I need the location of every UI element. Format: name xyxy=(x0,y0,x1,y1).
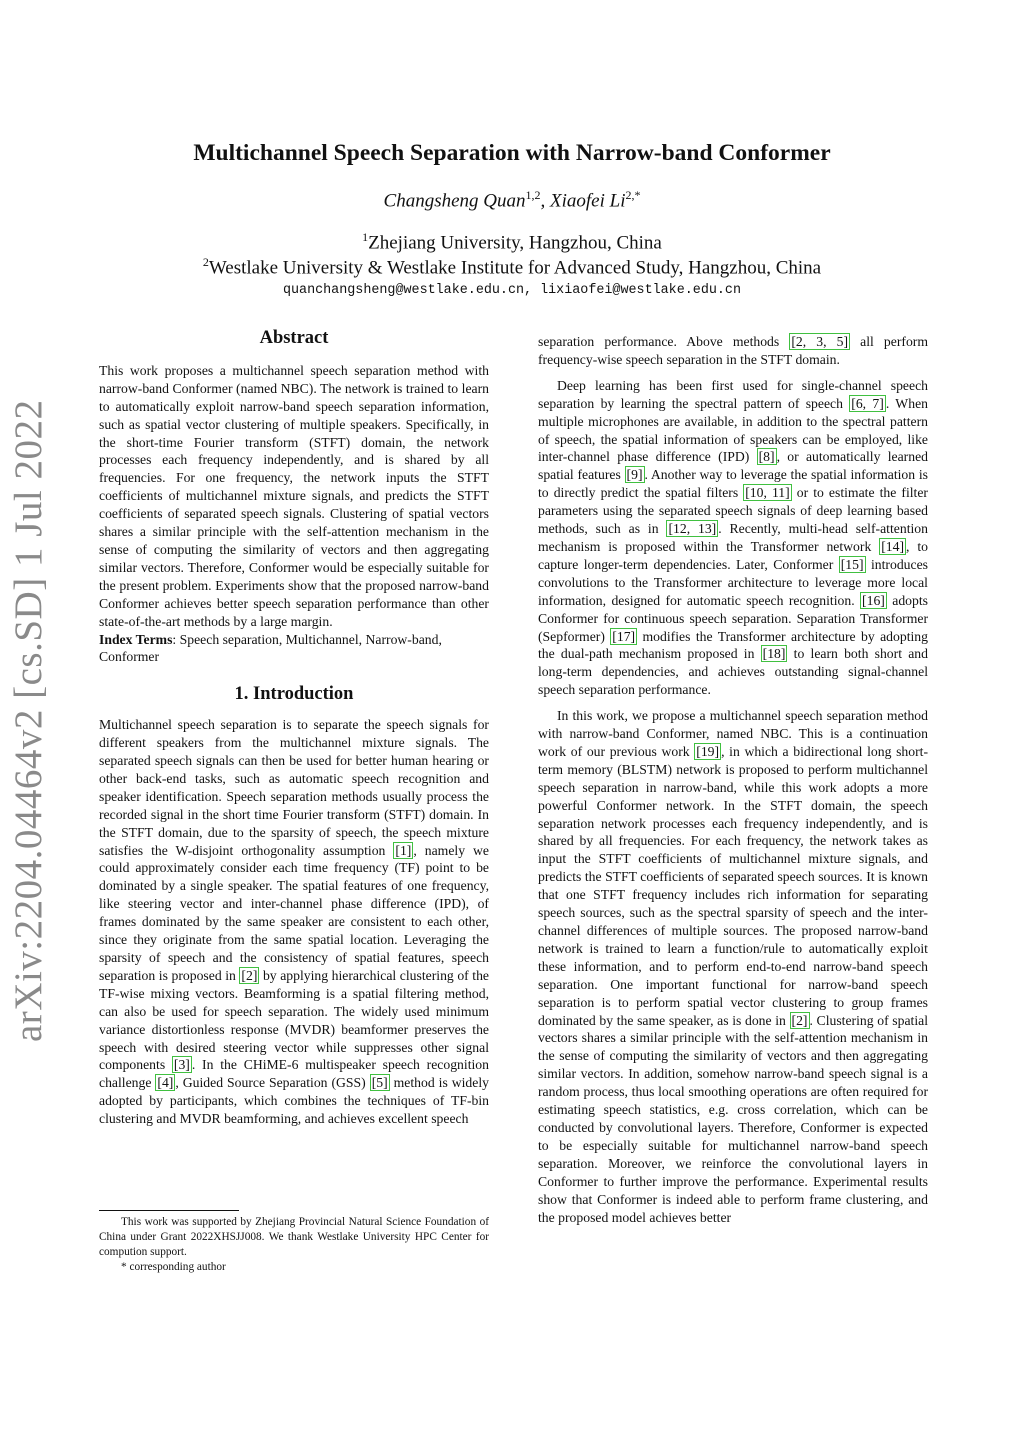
arxiv-identifier: arXiv:2204.04464v2 [cs.SD] 1 Jul 2022 xyxy=(7,399,50,1042)
citation-link[interactable]: [2, 3, 5] xyxy=(791,334,849,349)
paper-title: Multichannel Speech Separation with Narrow-band Conformer xyxy=(193,140,831,166)
intro-paragraph-2: Deep learning has been first used for single-channel speech separation by learning the spectral pattern of speech [6, 7] . When multiple microphones are available, in addition to the spectral pattern of speech, the spatial information of speakers can be employed, like inter-channel phase difference (IPD) [8] , or automatically learned spatial features [9] . Another way to leverage the spatial information is to directly predict the spatial filters [10, 11] or to estimate the filter parameters using the separated speech signals of deep learning based methods, such as in [12, 13] . Recently, multi-head self-attention mechanism is proposed within the Transformer network [14] , to capture longer-term dependencies. Later, Conformer [15] introduces convolutions to the Transformer architecture to leverage more local information, designed for automatic speech recognition. [16] adopts Conformer for continuous speech separation. Separation Transformer (Sepformer) [17] modifies the Transformer architecture by adopting the dual-path mechanism proposed in [18] to learn both short and long-term dependencies, and achieves outstanding signal-channel speech separation performance. xyxy=(538,377,929,698)
affiliation-1 xyxy=(0,230,1024,254)
citation-link[interactable]: [19] xyxy=(696,743,720,759)
footnote-rule xyxy=(99,1210,239,1211)
author-2: Xiaofei Li xyxy=(550,190,626,212)
citation-link[interactable]: [16] xyxy=(862,592,885,608)
right-column xyxy=(538,333,928,1226)
intro-paragraph-1: Multichannel speech separation is to separate the speech signals for different speakers from the multichannel mixture signals. The separated speech signals can then be used for better human hearing or other back-end tasks, such as automatic speech recognition and speaker identification. Speech separation methods usually process the recorded signal in the short time Fourier transform (STFT) domain. In the STFT domain, due to the sparsity of speech, the speech mixture satisfies the W-disjoint orthogonality assumption [1] , namely we could approximately consider each time frequency (TF) point to be dominated by a single speaker. The spatial features of one frequency, like steering vector and inter-channel phase difference (IPD), of frames dominated by the same speaker are consistent to each other, since they originate from the same spatial location. Leveraging the sparsity of speech and the consistency of spatial features, speech separation is proposed in [2] by applying hierarchical clustering of the TF-wise mixing vectors. Beamforming is a spatial filtering method, can also be used for speech separation. The widely used minimum variance distortionless response (MVDR) beamformer preserves the speech with desired steering vector while suppresses other signal components [3] . In the CHiME-6 multispeaker speech recognition challenge [4] , Guided Source Separation (GSS) [5] method is widely adopted by participants, which combines the techniques of TF-bin clustering and MVDR beamforming, and achieves excellent speech xyxy=(99,717,489,1127)
affiliation-1-text: Zhejiang University, Hangzhou, China xyxy=(368,232,662,254)
author-line: Changsheng Quan$^{1,2}$, Xiaofei $Li^{2,*}$ xyxy=(383,188,641,212)
abstract-text: This work proposes a multichannel speech separation method with narrow-band Conformer (named NBC). The network is trained to learn to automatically exploit narrow-band speech separation information, such as spatial vector clustering of multiple speakers. Specifically, in the short-time Fourier transform (STFT) domain, the network processes each frequency independently, and is shared by all frequencies. For one frequency, the network inputs the STFT coefficients of multichannel mixture signals, and predicts the STFT coefficients of separated speech signals. Clustering of spatial vectors shares a similar principle with the self-attention mechanism in the sense of computing the similarity of vectors and then aggregating similar vectors. Therefore, Conformer would be especially suitable for the present problem. Experiments show that the proposed narrow-band Conformer achieves better speech separation performance than other state-of-the-art methods by a large margin. xyxy=(99,362,489,629)
affiliation-1-marker: 1 xyxy=(362,230,369,244)
intro-paragraph-3: In this work, we propose a multichannel speech separation method with narrow-band Conformer, named NBC. This is a continuation work of our previous work [19] , in which a bidirectional long short-term memory (BLSTM) network is proposed to perform multichannel speech separation in narrow-band, while this work adopts a more powerful Conformer network. In the STFT domain, the speech separation network processes each frequency independently, and is shared by all frequencies. For each frequency, the network takes as input the STFT coefficients of multichannel mixture signals, and predicts the STFT coefficients of separated speech sources. It is known that one STFT frequency includes rich information for separating speech sources, such as the spectral sparsity of speech and the inter-channel differences of multiple sources. The proposed narrow-band network is trained to learn a function/rule to automatically exploit these information, and to perform end-to-end narrow-band speech separation. One important functional for narrow-band speech separation is to perform spatial vector clustering to group frames dominated by the same speaker, as is done in [2] . Clustering of spatial vectors shares a similar principle with the self-attention mechanism in the sense of computing the similarity of vectors and then aggregating similar vectors. In addition, somehow narrow-band speech signal is a random process, thus local smoothing operations are often required for estimating speech statistics, e.g. cross correlation, which can be conducted by convolutional layers. Therefore, Conformer is expected to be especially suitable for multichannel narrow-band speech separation. Moreover, we reinforce the convolutional layers in Conformer to further improve the performance. Experimental results show that Conformer is indeed able to perform frame clustering, and the proposed model achieves better xyxy=(538,708,928,1225)
citation-link[interactable]: [15] xyxy=(840,556,864,572)
citation-link[interactable]: [10, 11] xyxy=(745,485,790,501)
author-1: Changsheng Quan xyxy=(383,190,526,212)
intro-paragraph-1-continued: separation performance. Above methods [2, 3, 5] all perform frequency-wise speech separation in the STFT domain. xyxy=(538,334,928,367)
index-terms-label: Index Terms xyxy=(99,631,173,647)
citation-link[interactable]: [2] xyxy=(791,1012,808,1028)
citation-link[interactable]: [12, 13] xyxy=(668,521,717,537)
citation-link[interactable]: [2] xyxy=(241,967,258,983)
left-column xyxy=(99,330,489,1128)
author-emails: quanchangsheng@westlake.edu.cn, lixiaofei@westlake.edu.cn xyxy=(282,283,742,298)
citation-link[interactable]: [8] xyxy=(758,449,775,465)
citation-link[interactable]: [1] xyxy=(395,842,412,858)
citation-link[interactable]: [17] xyxy=(612,628,636,644)
affiliation-2-marker: 2 xyxy=(202,255,209,269)
citation-link[interactable]: [5] xyxy=(371,1075,388,1091)
corresponding-footnote: * corresponding author xyxy=(121,1261,226,1273)
index-terms xyxy=(99,631,489,667)
abstract-heading: Abstract xyxy=(259,328,329,348)
citation-link[interactable]: [3] xyxy=(173,1057,190,1073)
citation-link[interactable]: [18] xyxy=(762,646,786,662)
affiliation-2 xyxy=(0,255,1024,279)
citation-link[interactable]: [9] xyxy=(626,467,643,483)
citation-link[interactable]: [4] xyxy=(157,1075,174,1091)
footnotes xyxy=(99,1210,489,1275)
intro-heading: 1. Introduction xyxy=(234,684,354,705)
author-2-affil: 2,* xyxy=(625,188,641,202)
affiliation-2-text: Westlake University & Westlake Institute for Advanced Study, Hangzhou, China xyxy=(208,257,822,279)
index-terms-text: : Speech separation, Multichannel, Narrow-band, Conformer xyxy=(99,631,442,665)
citation-link[interactable]: [6, 7] xyxy=(851,395,884,411)
funding-footnote: This work was supported by Zhejiang Provincial Natural Science Foundation of China under Grant 2022XHSJJ008. We thank Westlake University HPC Center for compution support. xyxy=(99,1216,489,1258)
citation-link[interactable]: [14] xyxy=(881,538,905,554)
author-1-affil: 1,2 xyxy=(525,188,541,202)
